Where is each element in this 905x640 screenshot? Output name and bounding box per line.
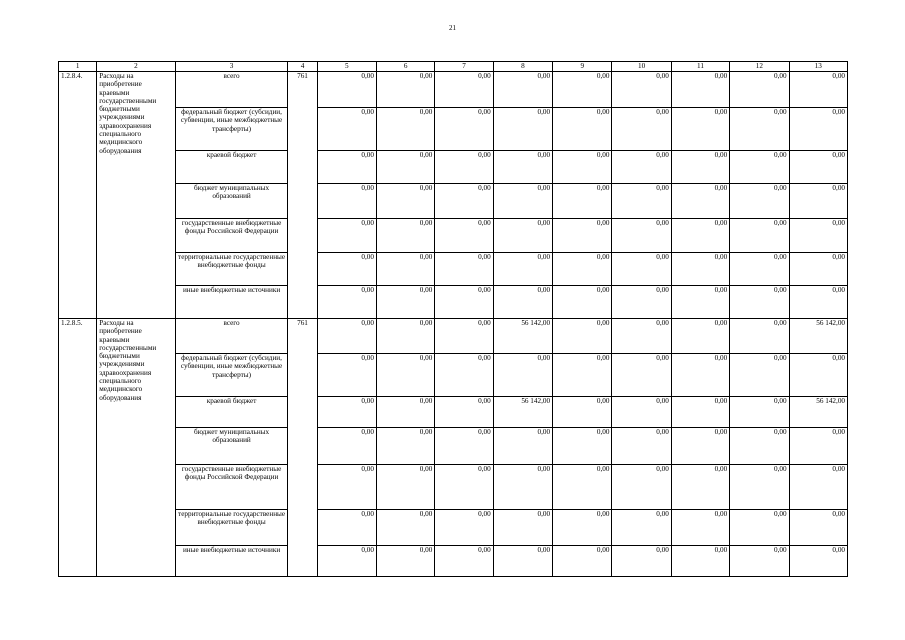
value-cell: 0,00 <box>376 253 434 286</box>
value-cell: 0,00 <box>789 72 847 108</box>
grbs-code: 761 <box>288 319 317 577</box>
value-cell: 0,00 <box>612 546 671 577</box>
column-header: 10 <box>612 62 671 72</box>
value-cell: 0,00 <box>493 465 552 510</box>
value-cell: 0,00 <box>730 354 789 397</box>
value-cell: 0,00 <box>493 108 552 151</box>
value-cell: 0,00 <box>789 428 847 465</box>
value-cell: 0,00 <box>612 319 671 354</box>
funding-source: территориальные государственные внебюджетные фонды <box>175 253 288 286</box>
value-cell: 0,00 <box>317 72 376 108</box>
value-cell: 0,00 <box>376 397 434 428</box>
page-number: 21 <box>449 24 456 32</box>
value-cell: 0,00 <box>671 546 729 577</box>
value-cell: 0,00 <box>789 286 847 319</box>
column-header: 13 <box>789 62 847 72</box>
value-cell: 0,00 <box>317 546 376 577</box>
value-cell: 0,00 <box>493 510 552 546</box>
value-cell: 0,00 <box>553 72 612 108</box>
funding-source: иные внебюджетные источники <box>175 546 288 577</box>
value-cell: 0,00 <box>553 428 612 465</box>
column-header: 5 <box>317 62 376 72</box>
value-cell: 0,00 <box>493 253 552 286</box>
value-cell: 0,00 <box>671 184 729 219</box>
value-cell: 0,00 <box>435 219 493 253</box>
value-cell: 0,00 <box>435 510 493 546</box>
value-cell: 0,00 <box>612 354 671 397</box>
value-cell: 0,00 <box>435 72 493 108</box>
value-cell: 0,00 <box>553 397 612 428</box>
value-cell: 0,00 <box>730 510 789 546</box>
value-cell: 0,00 <box>376 184 434 219</box>
value-cell: 0,00 <box>435 465 493 510</box>
value-cell: 0,00 <box>789 219 847 253</box>
value-cell: 0,00 <box>435 319 493 354</box>
column-number-row <box>59 62 848 72</box>
value-cell: 0,00 <box>435 397 493 428</box>
value-cell: 0,00 <box>730 72 789 108</box>
column-header: 4 <box>288 62 317 72</box>
table-row <box>59 546 848 577</box>
value-cell: 0,00 <box>730 546 789 577</box>
funding-source: всего <box>175 72 288 108</box>
value-cell: 0,00 <box>317 354 376 397</box>
value-cell: 0,00 <box>612 108 671 151</box>
value-cell: 0,00 <box>730 253 789 286</box>
value-cell: 0,00 <box>730 184 789 219</box>
value-cell: 0,00 <box>730 319 789 354</box>
value-cell: 0,00 <box>671 428 729 465</box>
value-cell: 0,00 <box>671 72 729 108</box>
value-cell: 0,00 <box>789 184 847 219</box>
value-cell: 0,00 <box>493 151 552 184</box>
table-row <box>59 151 848 184</box>
value-cell: 0,00 <box>435 253 493 286</box>
item-code: 1.2.8.5. <box>59 319 97 577</box>
value-cell: 0,00 <box>435 546 493 577</box>
table-row <box>59 428 848 465</box>
value-cell: 0,00 <box>317 108 376 151</box>
value-cell: 56 142,00 <box>493 319 552 354</box>
value-cell: 0,00 <box>730 465 789 510</box>
value-cell: 0,00 <box>671 510 729 546</box>
value-cell: 0,00 <box>317 465 376 510</box>
funding-source: государственные внебюджетные фонды Российской Федерации <box>175 219 288 253</box>
value-cell: 56 142,00 <box>789 397 847 428</box>
funding-source: территориальные государственные внебюджетные фонды <box>175 510 288 546</box>
value-cell: 0,00 <box>671 253 729 286</box>
value-cell: 0,00 <box>671 354 729 397</box>
value-cell: 0,00 <box>317 253 376 286</box>
value-cell: 0,00 <box>789 253 847 286</box>
value-cell: 0,00 <box>317 510 376 546</box>
value-cell: 0,00 <box>553 319 612 354</box>
value-cell: 56 142,00 <box>789 319 847 354</box>
table-row <box>59 397 848 428</box>
column-header: 12 <box>730 62 789 72</box>
column-header: 8 <box>493 62 552 72</box>
value-cell: 0,00 <box>435 151 493 184</box>
value-cell: 0,00 <box>317 286 376 319</box>
value-cell: 0,00 <box>493 546 552 577</box>
value-cell: 0,00 <box>553 354 612 397</box>
value-cell: 0,00 <box>671 465 729 510</box>
value-cell: 0,00 <box>553 510 612 546</box>
value-cell: 0,00 <box>671 219 729 253</box>
value-cell: 0,00 <box>612 510 671 546</box>
column-header: 11 <box>671 62 729 72</box>
value-cell: 0,00 <box>730 219 789 253</box>
value-cell: 0,00 <box>376 465 434 510</box>
value-cell: 0,00 <box>730 286 789 319</box>
funding-source: федеральный бюджет (субсидии, субвенции, иные межбюджетные трансферты) <box>175 354 288 397</box>
value-cell: 0,00 <box>553 286 612 319</box>
value-cell: 0,00 <box>789 546 847 577</box>
value-cell: 0,00 <box>730 108 789 151</box>
value-cell: 0,00 <box>317 319 376 354</box>
table-row <box>59 108 848 151</box>
value-cell: 0,00 <box>376 354 434 397</box>
value-cell: 0,00 <box>376 108 434 151</box>
funding-source: государственные внебюджетные фонды Российской Федерации <box>175 465 288 510</box>
column-header: 3 <box>175 62 288 72</box>
item-code: 1.2.8.4. <box>59 72 97 319</box>
value-cell: 56 142,00 <box>493 397 552 428</box>
value-cell: 0,00 <box>553 151 612 184</box>
table-row <box>59 286 848 319</box>
table-row <box>59 253 848 286</box>
item-title: Расходы на приобретение краевыми государственными бюджетными учреждениями здравоохранения специального медицинского оборудования <box>97 319 175 577</box>
value-cell: 0,00 <box>612 72 671 108</box>
column-header: 6 <box>376 62 434 72</box>
table-row <box>59 72 848 108</box>
value-cell: 0,00 <box>671 319 729 354</box>
funding-source: федеральный бюджет (субсидии, субвенции, иные межбюджетные трансферты) <box>175 108 288 151</box>
value-cell: 0,00 <box>376 319 434 354</box>
value-cell: 0,00 <box>612 219 671 253</box>
column-header: 1 <box>59 62 97 72</box>
item-title: Расходы на приобретение краевыми государственными бюджетными учреждениями здравоохранения специального медицинского оборудования <box>97 72 175 319</box>
value-cell: 0,00 <box>493 72 552 108</box>
value-cell: 0,00 <box>435 108 493 151</box>
value-cell: 0,00 <box>376 546 434 577</box>
value-cell: 0,00 <box>730 151 789 184</box>
budget-table <box>58 61 848 577</box>
value-cell: 0,00 <box>376 219 434 253</box>
column-header: 2 <box>97 62 175 72</box>
table-row <box>59 465 848 510</box>
value-cell: 0,00 <box>671 108 729 151</box>
value-cell: 0,00 <box>671 397 729 428</box>
table-row <box>59 510 848 546</box>
value-cell: 0,00 <box>435 184 493 219</box>
value-cell: 0,00 <box>435 354 493 397</box>
table-row <box>59 219 848 253</box>
column-header: 9 <box>553 62 612 72</box>
value-cell: 0,00 <box>671 151 729 184</box>
table-row <box>59 354 848 397</box>
funding-source: краевой бюджет <box>175 151 288 184</box>
value-cell: 0,00 <box>671 286 729 319</box>
value-cell: 0,00 <box>376 286 434 319</box>
value-cell: 0,00 <box>317 428 376 465</box>
value-cell: 0,00 <box>376 510 434 546</box>
value-cell: 0,00 <box>553 108 612 151</box>
value-cell: 0,00 <box>317 151 376 184</box>
value-cell: 0,00 <box>493 219 552 253</box>
value-cell: 0,00 <box>612 397 671 428</box>
funding-source: краевой бюджет <box>175 397 288 428</box>
value-cell: 0,00 <box>493 354 552 397</box>
funding-source: бюджет муниципальных образований <box>175 428 288 465</box>
value-cell: 0,00 <box>317 219 376 253</box>
table-row <box>59 184 848 219</box>
value-cell: 0,00 <box>553 546 612 577</box>
value-cell: 0,00 <box>376 72 434 108</box>
value-cell: 0,00 <box>612 151 671 184</box>
column-header: 7 <box>435 62 493 72</box>
value-cell: 0,00 <box>789 354 847 397</box>
funding-source: всего <box>175 319 288 354</box>
value-cell: 0,00 <box>789 510 847 546</box>
value-cell: 0,00 <box>789 108 847 151</box>
value-cell: 0,00 <box>612 428 671 465</box>
value-cell: 0,00 <box>553 219 612 253</box>
value-cell: 0,00 <box>553 184 612 219</box>
value-cell: 0,00 <box>553 465 612 510</box>
value-cell: 0,00 <box>435 286 493 319</box>
value-cell: 0,00 <box>730 397 789 428</box>
value-cell: 0,00 <box>730 428 789 465</box>
value-cell: 0,00 <box>612 465 671 510</box>
value-cell: 0,00 <box>493 286 552 319</box>
value-cell: 0,00 <box>317 184 376 219</box>
value-cell: 0,00 <box>376 428 434 465</box>
value-cell: 0,00 <box>376 151 434 184</box>
value-cell: 0,00 <box>789 151 847 184</box>
value-cell: 0,00 <box>612 286 671 319</box>
value-cell: 0,00 <box>612 253 671 286</box>
table-row <box>59 319 848 354</box>
funding-source: иные внебюджетные источники <box>175 286 288 319</box>
value-cell: 0,00 <box>493 428 552 465</box>
value-cell: 0,00 <box>553 253 612 286</box>
funding-source: бюджет муниципальных образований <box>175 184 288 219</box>
value-cell: 0,00 <box>612 184 671 219</box>
value-cell: 0,00 <box>789 465 847 510</box>
value-cell: 0,00 <box>493 184 552 219</box>
value-cell: 0,00 <box>435 428 493 465</box>
value-cell: 0,00 <box>317 397 376 428</box>
grbs-code: 761 <box>288 72 317 319</box>
table-body <box>59 72 848 577</box>
